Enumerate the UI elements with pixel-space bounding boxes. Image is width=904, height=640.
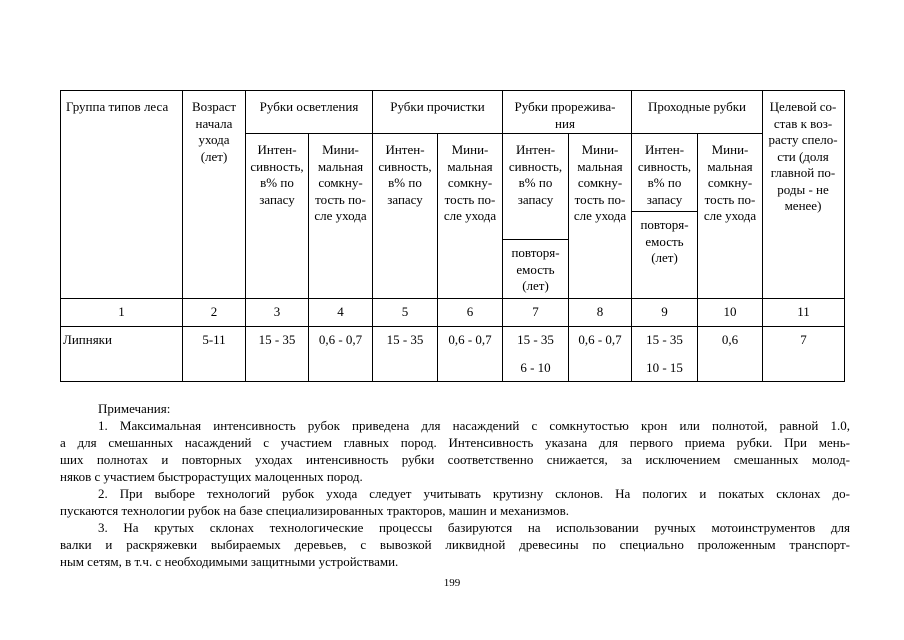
column-number: 11 [797, 304, 810, 319]
note-2-line: 2. При выборе технологий рубок ухода следует учитывать крутизну склонов. На пологих и покатых склонах до- [98, 486, 850, 501]
header-prorezhivanie: Рубки прорежива-ния [514, 99, 616, 131]
row-start-age: 5-11 [202, 332, 226, 347]
table-border-numbers-bottom [60, 326, 845, 327]
subheader-min-density-prohodnye: Мини-мальная сомкну-тость по-сле ухода [703, 142, 757, 223]
header-osvetlenie: Рубки осветления [259, 99, 359, 114]
note-3-line: ным сетям, в т.ч. с необходимыми защитными устройствами. [60, 554, 399, 569]
subheader-repeat-prohodnye: повторя-емость (лет) [640, 217, 689, 265]
row-prorezhivanie-repeat: 6 - 10 [520, 360, 551, 375]
row-prohodnye-min-density: 0,6 [721, 332, 739, 347]
subheader-min-density-prorezhivanie: Мини-мальная сомкну-тость по-сле ухода [573, 142, 627, 223]
column-number: 4 [337, 304, 344, 319]
row-osvetlenie-intensity: 15 - 35 [258, 332, 296, 347]
column-number: 3 [273, 304, 281, 319]
column-number: 1 [118, 304, 125, 319]
header-target-composition: Целевой со-став к воз-расту спело-сти (доля главной по-роды - не менее) [768, 99, 838, 213]
table-border-subheader [245, 133, 762, 134]
table-border-intensity-split [502, 239, 568, 240]
header-forest-group: Группа типов леса [66, 99, 169, 114]
subheader-intensity-prorezhivanie: Интен-сивность, в% по запасу [508, 142, 563, 207]
row-target-composition: 7 [800, 332, 807, 347]
column-number: 7 [532, 304, 539, 319]
note-3-line: 3. На крутых склонах технологические процессы базируются на использовании ручных мотоинструментов для [98, 520, 850, 535]
table-border-left [60, 90, 61, 382]
table-border-numbers-top [60, 298, 845, 299]
row-prochistki-min-density: 0,6 - 0,7 [448, 332, 492, 347]
row-prohodnye-intensity: 15 - 35 [646, 332, 683, 347]
note-3-line: валки и раскряжевки выбираемых деревьев, с вывозкой ликвидной древесины по специально проложенным транспорт- [60, 537, 850, 552]
note-1-line: ших полнотах и повторных уходах интенсивность рубки соответственно снижается, за исключением смешанных молод- [60, 452, 850, 467]
row-prorezhivanie-intensity: 15 - 35 [517, 332, 554, 347]
column-number: 8 [596, 304, 604, 319]
row-prochistki-intensity: 15 - 35 [386, 332, 424, 347]
page-number: 199 [443, 577, 461, 589]
column-number: 6 [466, 304, 474, 319]
table-border-top [60, 90, 845, 91]
row-osvetlenie-min-density: 0,6 - 0,7 [318, 332, 363, 347]
subheader-intensity-prohodnye: Интен-сивность, в% по запасу [637, 142, 692, 207]
note-1-line: няков с участием быстрорастущих малоценных пород. [60, 469, 363, 484]
note-2-line: пускаются технологии рубок на базе специализированных тракторов, машин и механизмов. [60, 503, 569, 518]
header-prochistki: Рубки прочистки [390, 99, 485, 114]
header-start-age: Возраст начала ухода (лет) [191, 99, 237, 164]
note-1-line: а для смешанных насаждений с участием главных пород. Интенсивность указана для первого приема рубки. При мень- [60, 435, 850, 450]
subheader-repeat-prorezhivanie: повторя-емость (лет) [511, 245, 560, 293]
row-prohodnye-repeat: 10 - 15 [646, 360, 683, 375]
notes-section [60, 400, 850, 570]
table-border-intensity-split [631, 211, 697, 212]
column-number: 5 [401, 304, 409, 319]
header-prohodnye: Проходные рубки [647, 99, 747, 114]
column-number: 9 [661, 304, 668, 319]
notes-heading: Примечания: [98, 401, 171, 416]
subheader-intensity-osvetlenie: Интен-сивность, в% по запасу [250, 142, 304, 207]
column-number: 10 [723, 304, 737, 319]
subheader-min-density-prochistki: Мини-мальная сомкну-тость по-сле ухода [443, 142, 497, 223]
table-border-bottom [60, 381, 845, 382]
column-number: 2 [210, 304, 218, 319]
note-1-line: 1. Максимальная интенсивность рубок приведена для насаждений с сомкнутостью крон или полнотой, равной 1.0, [98, 418, 850, 433]
row-prorezhivanie-min-density: 0,6 - 0,7 [578, 332, 622, 347]
table-border-right [844, 90, 845, 382]
subheader-min-density-osvetlenie: Мини-мальная сомкну-тость по-сле ухода [314, 142, 367, 223]
row-forest-group: Липняки [63, 332, 112, 347]
subheader-intensity-prochistki: Интен-сивность, в% по запасу [378, 142, 432, 207]
